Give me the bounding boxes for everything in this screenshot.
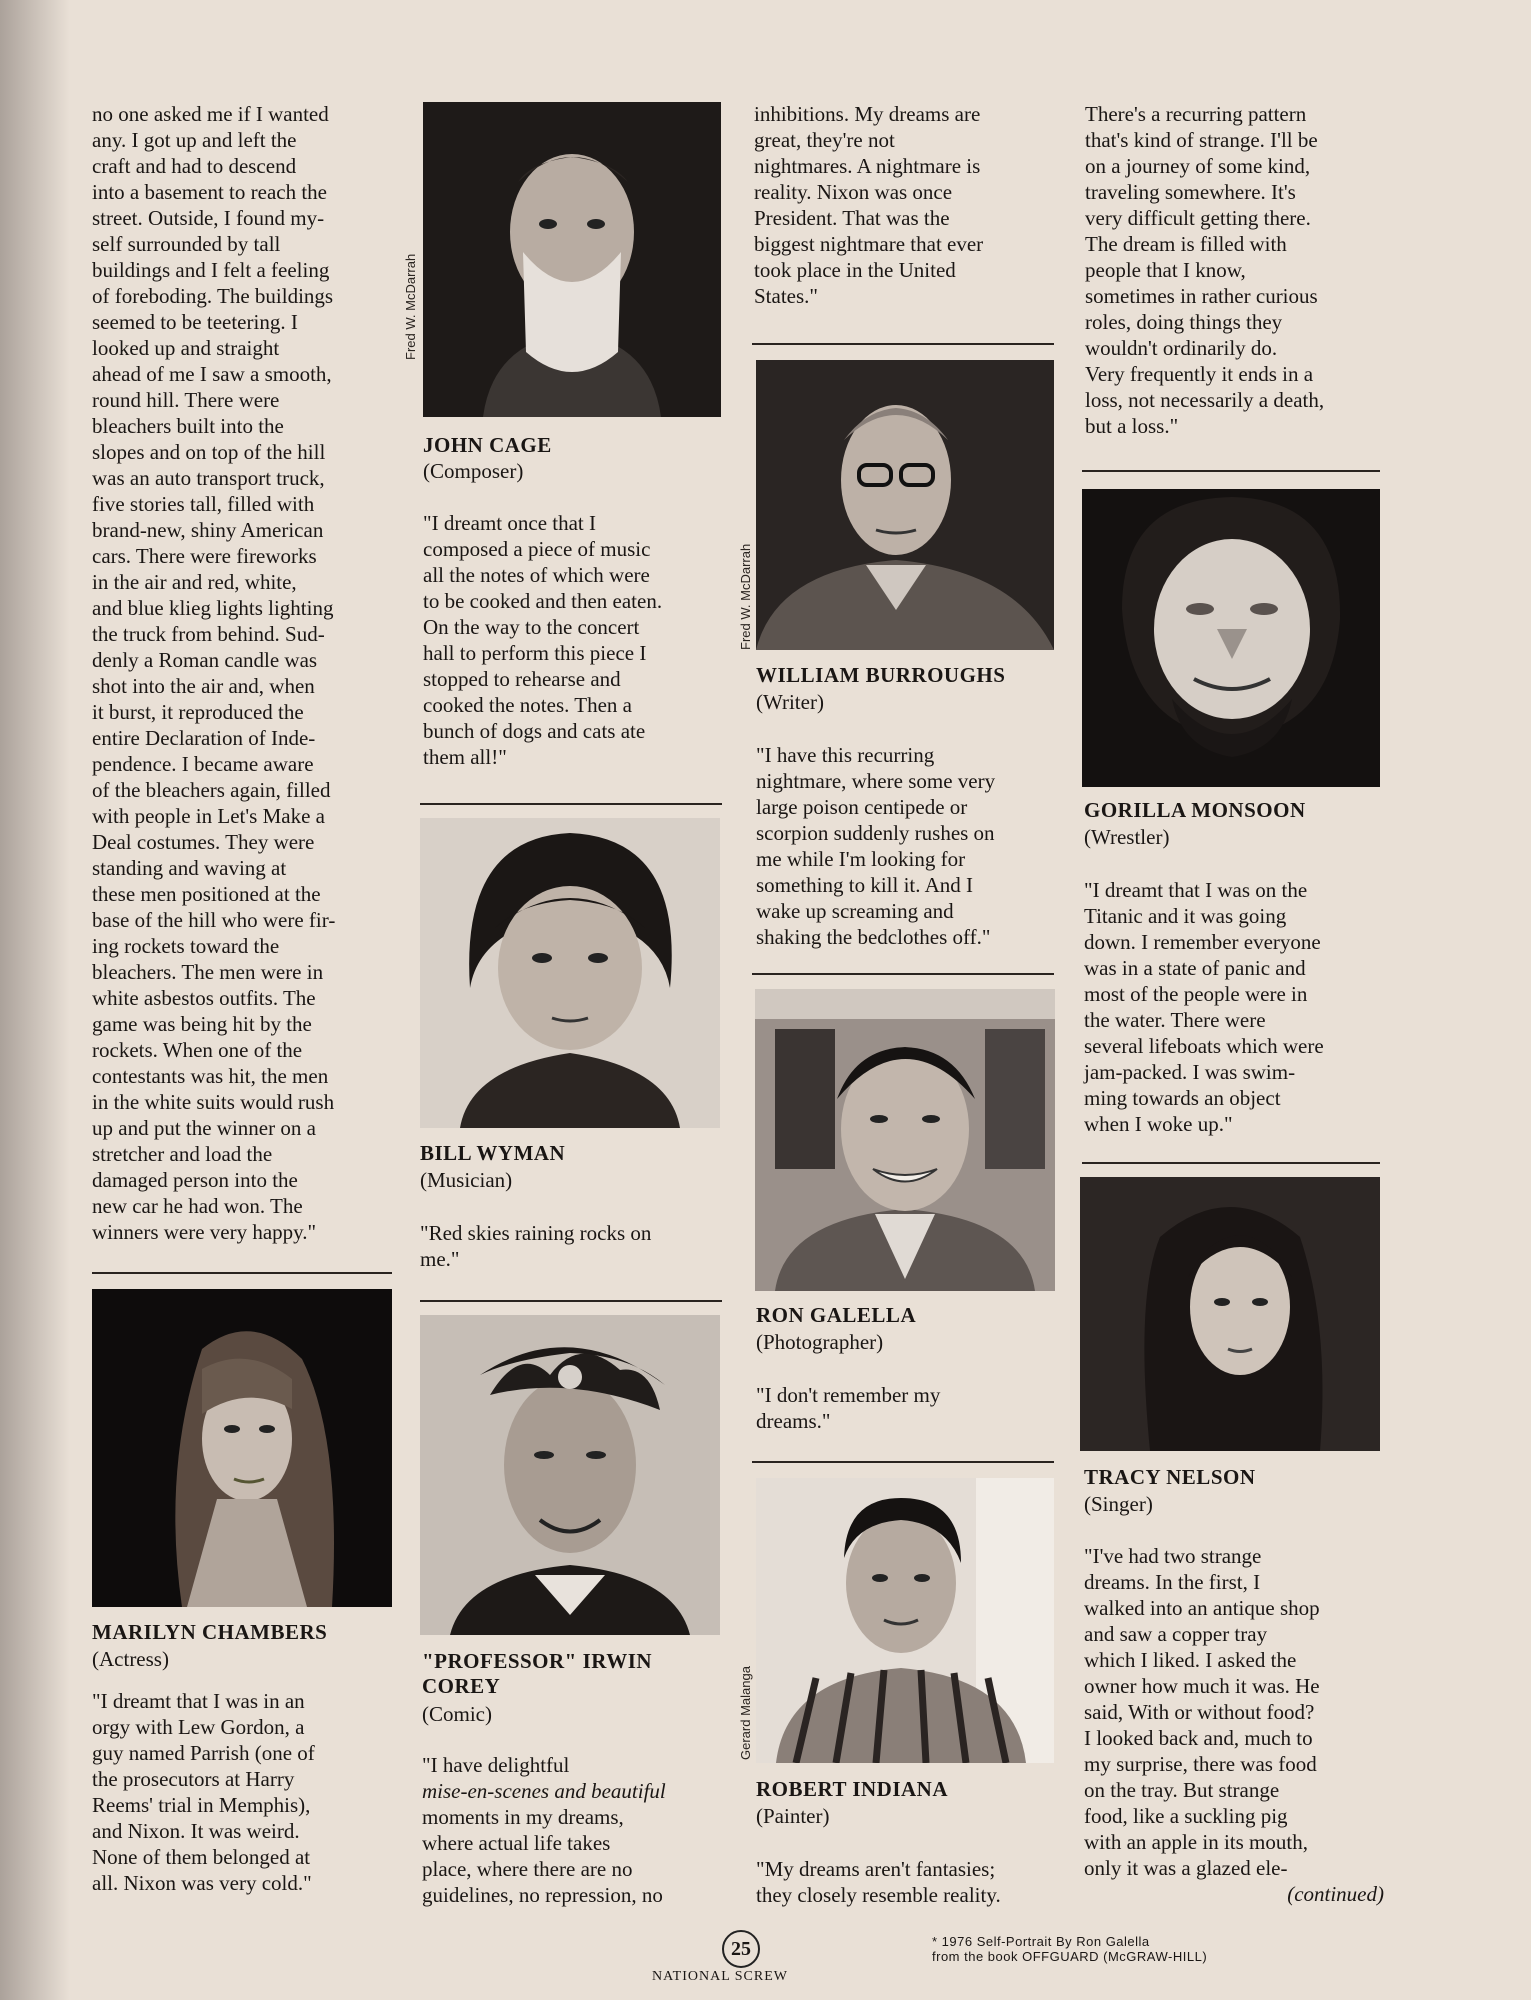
text-line: game was being hit by the [92, 1012, 312, 1036]
quote-william-burroughs [756, 742, 1066, 950]
continued-label: (continued) [1287, 1882, 1384, 1906]
divider-col4-a [1082, 470, 1380, 472]
text-line: inhibitions. My dreams are [754, 102, 981, 126]
text-line: standing and waving at [92, 856, 287, 880]
text-line: it burst, it reproduced the [92, 700, 304, 724]
name-irwin-corey [422, 1649, 652, 1699]
column-3-top-text [754, 101, 1064, 309]
page-binding-shadow [0, 0, 70, 2000]
quote-line: me while I'm looking for [756, 847, 966, 871]
name-gorilla-monsoon: GORILLA MONSOON [1084, 798, 1306, 822]
portrait-bearded-man-icon [423, 102, 721, 417]
text-line: craft and had to descend [92, 154, 297, 178]
text-line: round hill. There were [92, 388, 280, 412]
role-robert-indiana: (Painter) [756, 1804, 830, 1828]
divider-col3-a [752, 343, 1054, 345]
quote-line: stopped to rehearse and [423, 667, 621, 691]
magazine-name: NATIONAL SCREW [652, 1969, 788, 1984]
text-line: up and put the winner on a [92, 1116, 316, 1140]
quote-line: composed a piece of music [423, 537, 651, 561]
footer-photo-credit [932, 1934, 1207, 1964]
photo-credit-indiana: Gerard Malanga [738, 1666, 753, 1760]
credit-line: from the book OFFGUARD (McGRAW-HILL) [932, 1949, 1208, 1964]
text-line: looked up and straight [92, 336, 280, 360]
text-line: entire Declaration of Inde- [92, 726, 316, 750]
portrait-woman-dark-hair-icon [1080, 1177, 1380, 1451]
text-line: biggest nightmare that ever [754, 232, 984, 256]
quote-line: they closely resemble reality. [756, 1883, 1001, 1907]
quote-line: on the tray. But strange [1084, 1778, 1280, 1802]
portrait-wrestler-icon [1082, 489, 1380, 787]
quote-line: Reems' trial in Memphis), [92, 1793, 311, 1817]
text-line: in the air and red, white, [92, 570, 297, 594]
name-marilyn-chambers: MARILYN CHAMBERS [92, 1620, 328, 1644]
quote-irwin-corey [422, 1752, 732, 1908]
photo-irwin-corey [420, 1315, 720, 1635]
portrait-woman-long-hair-icon [92, 1289, 392, 1607]
divider-col2-a [420, 803, 722, 805]
quote-line: On the way to the concert [423, 615, 640, 639]
text-line: damaged person into the [92, 1168, 298, 1192]
quote-line: guy named Parrish (one of [92, 1741, 315, 1765]
quote-line: jam-packed. I was swim- [1084, 1060, 1296, 1084]
quote-line: all the notes of which were [423, 563, 650, 587]
name-william-burroughs: WILLIAM BURROUGHS [756, 663, 1006, 687]
divider-col2-b [420, 1300, 722, 1302]
quote-bill-wyman [420, 1220, 730, 1272]
quote-line: me." [420, 1247, 460, 1271]
photo-tracy-nelson [1080, 1177, 1380, 1451]
quote-line: the prosecutors at Harry [92, 1767, 295, 1791]
quote-line: said, With or without food? [1084, 1700, 1315, 1724]
text-line: Very frequently it ends in a [1085, 362, 1314, 386]
quote-line: mise-en-scenes and beautiful [422, 1779, 666, 1803]
quote-line: all. Nixon was very cold." [92, 1871, 312, 1895]
photo-gorilla-monsoon [1082, 489, 1380, 787]
role-william-burroughs: (Writer) [756, 690, 824, 714]
text-line: reality. Nixon was once [754, 180, 953, 204]
quote-line: with an apple in its mouth, [1084, 1830, 1308, 1854]
quote-line: the water. There were [1084, 1008, 1266, 1032]
quote-line: which I liked. I asked the [1084, 1648, 1297, 1672]
quote-line: moments in my dreams, [422, 1805, 624, 1829]
text-line: The dream is filled with [1085, 232, 1287, 256]
quote-line: "I have this recurring [756, 743, 935, 767]
text-line: great, they're not [754, 128, 895, 152]
text-line: Deal costumes. They were [92, 830, 315, 854]
name-ron-galella: RON GALELLA [756, 1303, 917, 1327]
text-line: buildings and I felt a feeling [92, 258, 330, 282]
quote-john-cage [423, 510, 733, 770]
text-line: traveling somewhere. It's [1085, 180, 1296, 204]
quote-line: orgy with Lew Gordon, a [92, 1715, 305, 1739]
text-line: rockets. When one of the [92, 1038, 303, 1062]
quote-line: when I woke up." [1084, 1112, 1233, 1136]
text-line: of the bleachers again, filled [92, 778, 331, 802]
text-line: shot into the air and, when [92, 674, 315, 698]
page-number: 25 [722, 1930, 760, 1968]
quote-line: "I dreamt that I was on the [1084, 878, 1308, 902]
text-line: base of the hill who were fir- [92, 908, 336, 932]
name-john-cage: JOHN CAGE [423, 433, 552, 457]
credit-line: * 1976 Self-Portrait By Ron Galella [932, 1934, 1150, 1949]
text-line: white asbestos outfits. The [92, 986, 316, 1010]
photo-william-burroughs [756, 360, 1054, 650]
text-line: with people in Let's Make a [92, 804, 325, 828]
quote-line: guidelines, no repression, no [422, 1883, 663, 1907]
text-line: pendence. I became aware [92, 752, 314, 776]
text-line: loss, not necessarily a death, [1085, 388, 1325, 412]
portrait-comic-man-icon [420, 1315, 720, 1635]
role-marilyn-chambers: (Actress) [92, 1647, 169, 1671]
divider-col3-b [752, 973, 1054, 975]
quote-line: food, like a suckling pig [1084, 1804, 1288, 1828]
quote-line: something to kill it. And I [756, 873, 974, 897]
text-line: States." [754, 284, 818, 308]
text-line: winners were very happy." [92, 1220, 317, 1244]
text-line: ing rockets toward the [92, 934, 280, 958]
divider-col3-c [752, 1461, 1054, 1463]
text-line: slopes and on top of the hill [92, 440, 326, 464]
role-irwin-corey: (Comic) [422, 1702, 492, 1726]
text-line: people that I know, [1085, 258, 1246, 282]
text-line: five stories tall, filled with [92, 492, 315, 516]
photo-credit-burroughs: Fred W. McDarrah [738, 543, 753, 650]
quote-line: "My dreams aren't fantasies; [756, 1857, 996, 1881]
role-gorilla-monsoon: (Wrestler) [1084, 825, 1170, 849]
column-1 [92, 101, 392, 1245]
role-bill-wyman: (Musician) [420, 1168, 513, 1192]
text-line: cars. There were fireworks [92, 544, 317, 568]
quote-line: "Red skies raining rocks on [420, 1221, 652, 1245]
quote-line: owner how much it was. He [1084, 1674, 1320, 1698]
quote-line: dreams. In the first, I [1084, 1570, 1261, 1594]
name-robert-indiana: ROBERT INDIANA [756, 1777, 948, 1801]
photo-robert-indiana [756, 1478, 1054, 1763]
quote-line: walked into an antique shop [1084, 1596, 1320, 1620]
quote-line: and Nixon. It was weird. [92, 1819, 300, 1843]
divider-col1 [92, 1272, 392, 1274]
quote-line: dreams." [756, 1409, 831, 1433]
quote-line: "I don't remember my [756, 1383, 941, 1407]
text-line: in the white suits would rush [92, 1090, 335, 1114]
quote-line: several lifeboats which were [1084, 1034, 1324, 1058]
quote-line: "I have delightful [422, 1753, 570, 1777]
text-line: on a journey of some kind, [1085, 154, 1311, 178]
text-line: bleachers. The men were in [92, 960, 324, 984]
quote-line: nightmare, where some very [756, 769, 996, 793]
text-line: sometimes in rather curious [1085, 284, 1318, 308]
text-line: but a loss." [1085, 414, 1179, 438]
role-tracy-nelson: (Singer) [1084, 1492, 1153, 1516]
quote-gorilla-monsoon [1084, 877, 1404, 1137]
portrait-man-shaggy-hair-icon [420, 818, 720, 1128]
quote-tracy-nelson [1084, 1543, 1404, 1907]
photo-ron-galella [755, 989, 1055, 1291]
quote-line: wake up screaming and [756, 899, 954, 923]
text-line: street. Outside, I found my- [92, 206, 325, 230]
text-line: denly a Roman candle was [92, 648, 318, 672]
quote-line: was in a state of panic and [1084, 956, 1306, 980]
quote-line: "I've had two strange [1084, 1544, 1262, 1568]
quote-line: place, where there are no [422, 1857, 633, 1881]
text-line: was an auto transport truck, [92, 466, 325, 490]
quote-line: down. I remember everyone [1084, 930, 1321, 954]
text-line: no one asked me if I wanted [92, 102, 329, 126]
divider-col4-b [1082, 1162, 1380, 1164]
text-line: self surrounded by tall [92, 232, 281, 256]
text-line: nightmares. A nightmare is [754, 154, 981, 178]
quote-line: "I dreamt that I was in an [92, 1689, 305, 1713]
name-line: COREY [422, 1674, 501, 1698]
quote-marilyn-chambers [92, 1688, 392, 1896]
column-1-text [92, 101, 392, 1245]
quote-line: them all!" [423, 745, 507, 769]
text-line: these men positioned at the [92, 882, 321, 906]
quote-line: large poison centipede or [756, 795, 968, 819]
quote-line: most of the people were in [1084, 982, 1308, 1006]
quote-line: ming towards an object [1084, 1086, 1281, 1110]
portrait-man-glasses-icon [756, 360, 1054, 650]
quote-line: hall to perform this piece I [423, 641, 647, 665]
photo-john-cage [423, 102, 721, 417]
quote-line: to be cooked and then eaten. [423, 589, 663, 613]
role-john-cage: (Composer) [423, 459, 524, 483]
text-line: the truck from behind. Sud- [92, 622, 325, 646]
text-line: brand-new, shiny American [92, 518, 324, 542]
portrait-man-striped-shirt-icon [756, 1478, 1054, 1763]
name-line: "PROFESSOR" IRWIN [422, 1649, 653, 1673]
quote-line: my surprise, there was food [1084, 1752, 1317, 1776]
quote-line: "I dreamt once that I [423, 511, 596, 535]
text-line: any. I got up and left the [92, 128, 297, 152]
name-tracy-nelson: TRACY NELSON [1084, 1465, 1256, 1489]
quote-line: bunch of dogs and cats ate [423, 719, 646, 743]
text-line: that's kind of strange. I'll be [1085, 128, 1318, 152]
text-line: wouldn't ordinarily do. [1085, 336, 1278, 360]
quote-line: where actual life takes [422, 1831, 611, 1855]
text-line: seemed to be teetering. I [92, 310, 298, 334]
text-line: roles, doing things they [1085, 310, 1283, 334]
column-4-top-text [1085, 101, 1405, 439]
text-line: stretcher and load the [92, 1142, 273, 1166]
quote-robert-indiana [756, 1856, 1076, 1908]
photo-bill-wyman [420, 818, 720, 1128]
photo-credit-cage: Fred W. McDarrah [403, 253, 418, 360]
quote-ron-galella [756, 1382, 1066, 1434]
quote-line: shaking the bedclothes off." [756, 925, 991, 949]
text-line: and blue klieg lights lighting [92, 596, 334, 620]
role-ron-galella: (Photographer) [756, 1330, 884, 1354]
portrait-smiling-man-icon [755, 989, 1055, 1291]
text-line: new car he had won. The [92, 1194, 303, 1218]
text-line: of foreboding. The buildings [92, 284, 334, 308]
photo-marilyn-chambers [92, 1289, 392, 1607]
text-line: ahead of me I saw a smooth, [92, 362, 332, 386]
quote-line: I looked back and, much to [1084, 1726, 1313, 1750]
text-line: bleachers built into the [92, 414, 284, 438]
quote-line: Titanic and it was going [1084, 904, 1287, 928]
text-line: took place in the United [754, 258, 956, 282]
text-line: into a basement to reach the [92, 180, 327, 204]
text-line: President. That was the [754, 206, 950, 230]
quote-line: and saw a copper tray [1084, 1622, 1268, 1646]
quote-line: only it was a glazed ele- [1084, 1856, 1288, 1880]
text-line: very difficult getting there. [1085, 206, 1311, 230]
text-line: There's a recurring pattern [1085, 102, 1307, 126]
quote-line: cooked the notes. Then a [423, 693, 632, 717]
quote-line: None of them belonged at [92, 1845, 311, 1869]
quote-line: scorpion suddenly rushes on [756, 821, 995, 845]
text-line: contestants was hit, the men [92, 1064, 329, 1088]
name-bill-wyman: BILL WYMAN [420, 1141, 566, 1165]
